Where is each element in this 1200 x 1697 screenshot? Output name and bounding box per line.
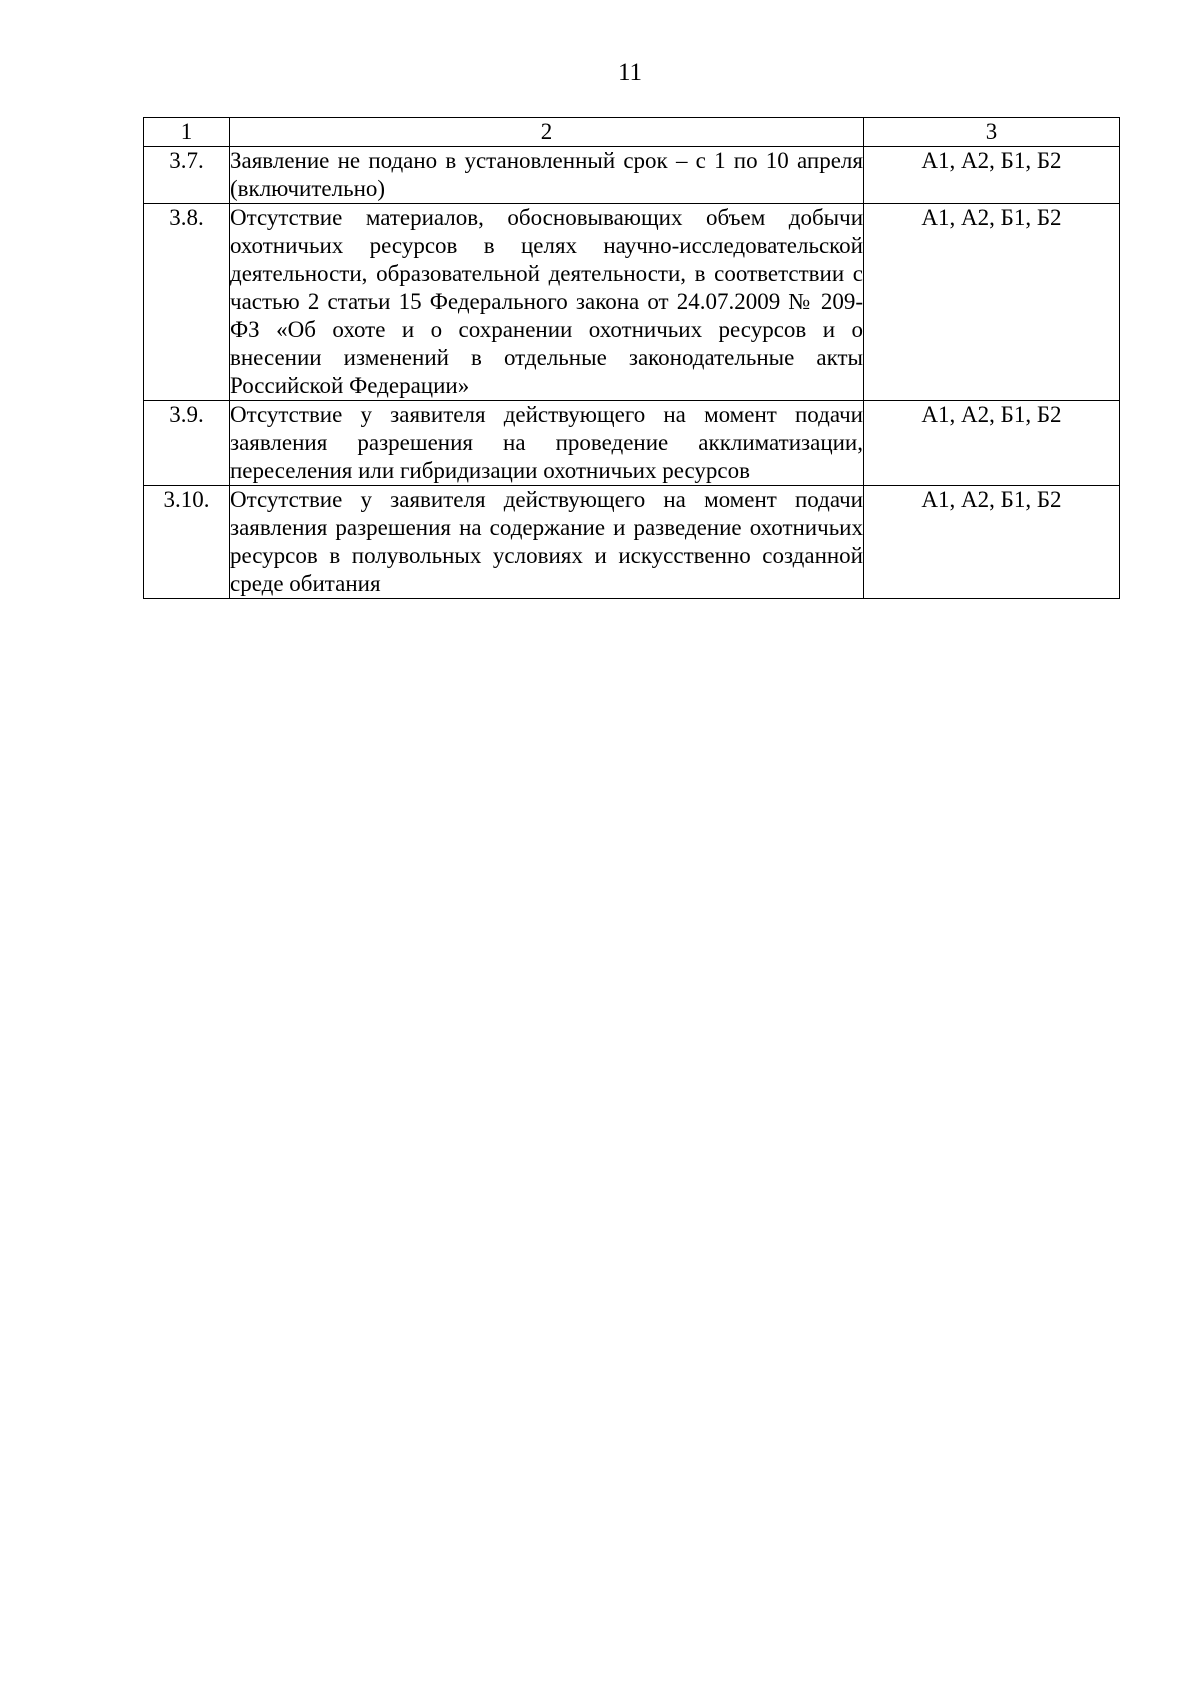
row-text: Отсутствие у заявителя действующего на момент подачи заявления разрешения на содержание и разведение охотничьих ресурсов в полувольных условиях и искусственно созданной среде обитания [230,486,864,599]
table-header-row [144,118,1120,147]
table-row [144,486,1120,599]
table-row [144,147,1120,204]
row-codes: А1, А2, Б1, Б2 [864,204,1120,401]
column-header-2: 2 [230,118,864,147]
row-codes: А1, А2, Б1, Б2 [864,486,1120,599]
column-header-1: 1 [144,118,230,147]
row-number: 3.8. [144,204,230,401]
row-number: 3.7. [144,147,230,204]
document-table [143,117,1120,599]
table-row [144,204,1120,401]
row-text: Отсутствие у заявителя действующего на момент подачи заявления разрешения на проведение акклиматизации, переселения или гибридизации охотничьих ресурсов [230,401,864,486]
row-codes: А1, А2, Б1, Б2 [864,401,1120,486]
page-number: 11 [617,59,643,86]
row-codes: А1, А2, Б1, Б2 [864,147,1120,204]
table-row [144,401,1120,486]
row-text: Заявление не подано в установленный срок – с 1 по 10 апреля (включительно) [230,147,864,204]
row-number: 3.9. [144,401,230,486]
column-header-3: 3 [864,118,1120,147]
row-text: Отсутствие материалов, обосновывающих объем добычи охотничьих ресурсов в целях научно-исследовательской деятельности, образовательной деятельности, в соответствии с частью 2 статьи 15 Федерального закона от 24.07.2009 № 209-ФЗ «Об охоте и о сохранении охотничьих ресурсов и о внесении изменений в отдельные законодательные акты Российской Федерации» [230,204,864,401]
row-number: 3.10. [144,486,230,599]
